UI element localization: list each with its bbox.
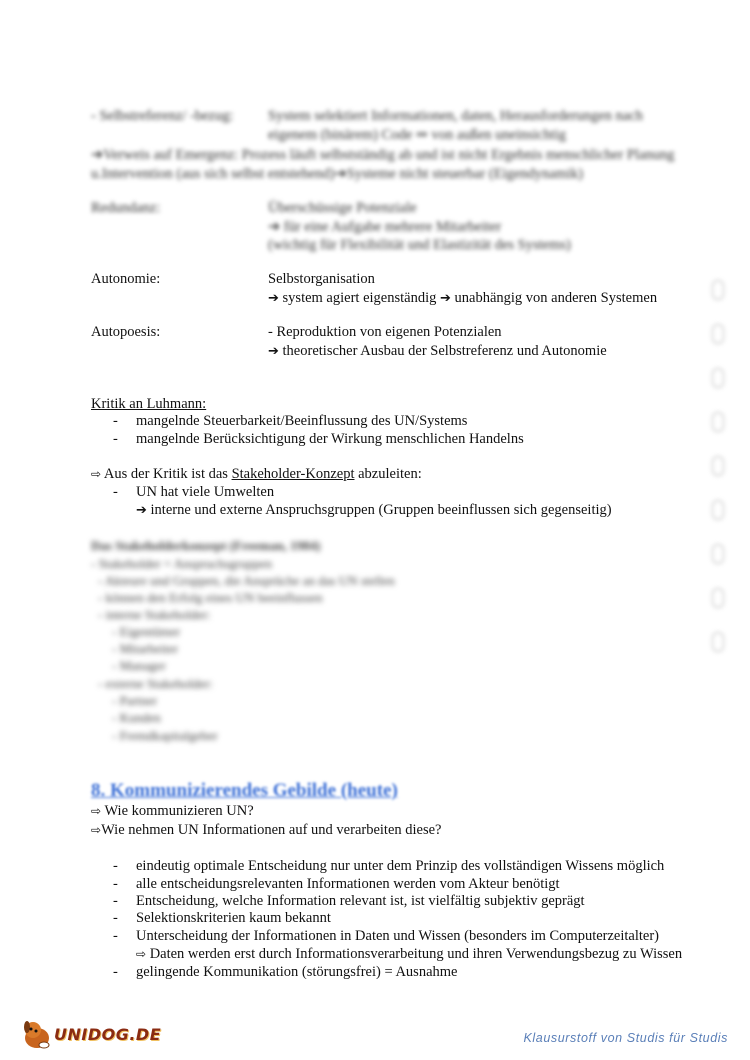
list-item: Entscheidung, welche Information relevant ist, ist vielfältig subjektiv geprägt [136,893,585,909]
autopoesis-line2: ➔ theoretischer Ausbau der Selbstreferenz und Autonomie [268,343,607,359]
blurred-text: - Manager [112,658,166,673]
blurred-text: - Fremdkapitalgeber [112,728,218,743]
list-item: alle entscheidungsrelevanten Informationen werden vom Akteur benötigt [136,876,560,892]
right-arrow-icon: ➔ [136,503,147,518]
right-arrow-icon: ➔ [268,344,279,359]
list-item: gelingende Kommunikation (störungsfrei) = Ausnahme [136,964,458,980]
margin-marks [710,280,728,730]
un-sub-line: ➔ interne und externe Anspruchsgruppen (Gruppen beeinflussen sich gegenseitig) [136,502,612,518]
question-2: ⇨Wie nehmen UN Informationen auf und verarbeiten diese? [91,822,442,838]
list-item: Unterscheidung der Informationen in Daten und Wissen (besonders im Computerzeitalter) [136,928,660,944]
list-item: mangelnde Berücksichtigung der Wirkung menschlichen Handelns [136,431,524,447]
kritik-heading: Kritik an Luhmann: [91,396,207,412]
list-item: eindeutig optimale Entscheidung nur unter dem Prinzip des vollständigen Wissens möglich [136,858,665,874]
sub-item: ⇨ Daten werden erst durch Informationsverarbeitung und ihren Verwendungsbezug zu Wissen [136,946,683,962]
list-dash: - [113,413,118,429]
brand-name: UNIDOG.DE [54,1024,162,1044]
list-dash: - [113,964,118,980]
autopoesis-line1: - Reproduktion von eigenen Potenzialen [268,324,502,340]
right-arrow-icon: ➔ [268,291,279,306]
list-dash: - [113,431,118,447]
autonomie-label: Autonomie: [91,271,161,287]
blurred-text: - Akteure und Gruppen, die Ansprüche an das UN stellen [98,573,395,588]
unidog-logo[interactable] [20,1017,161,1051]
question-1: ⇨ Wie kommunizieren UN? [91,803,254,819]
blurred-label-selbstreferenz: - Selbstreferenz/ -bezug: [91,108,234,124]
blurred-text: - externe Stakeholder: [98,676,213,691]
autonomie-line2: ➔ system agiert eigenständig ➔ unabhängig von anderen Systemen [268,290,658,306]
blurred-text: - Stakeholder = Anspruchsgruppen [91,556,272,571]
blurred-text: - interne Stakeholder: [98,607,211,622]
list-dash: - [113,893,118,909]
right-arrow-icon: ➔ [439,291,451,306]
stakeholder-konzept-link: Stakeholder-Konzept [231,466,355,482]
hollow-arrow-icon: ⇨ [91,467,102,481]
list-dash: - [113,928,118,944]
hollow-arrow-icon: ⇨ [136,947,147,961]
blurred-text: Überschüssige Potenziale [268,200,417,216]
list-dash: - [113,858,118,874]
list-item: UN hat viele Umwelten [136,484,275,500]
autonomie-line1: Selbstorganisation [268,271,375,287]
hollow-arrow-icon: ⇨ [91,804,102,818]
list-dash: - [113,910,118,926]
blurred-text: eigenem (binärem) Code ⇒ von außen uneinsichtig [268,127,567,143]
list-item: mangelnde Steuerbarkeit/Beeinflussung des UN/Systems [136,413,468,429]
list-item: Selektionskriterien kaum bekannt [136,910,331,926]
blurred-text: ➔Verweis auf Emergenz: Prozess läuft selbstständig ab und ist nicht Ergebnis menschlicher Planung [91,147,675,163]
autopoesis-label: Autopoesis: [91,324,161,340]
blurred-text: - Kunden [112,710,161,725]
blurred-text: - Partner [112,693,158,708]
list-dash: - [113,876,118,892]
hollow-arrow-icon: ⇨ [91,823,102,837]
blurred-text: (wichtig für Flexibilität und Elastizität des Systems) [268,237,571,253]
blurred-text: u.Intervention (aus sich selbst entstehend)➔Systeme nicht steuerbar (Eigendynamik) [91,166,584,182]
blurred-text: System selektiert Informationen, daten, Herausforderungen nach [268,108,643,124]
blurred-text: - Mitarbeiter [112,641,179,656]
derive-line: ⇨ Aus der Kritik ist das Stakeholder-Konzept abzuleiten: [91,466,422,482]
blurred-text: ➔ für eine Aufgabe mehrere Mitarbeiter [268,219,502,235]
blurred-stakeholder-title: Das Stakeholderkonzept (Freeman, 1984) [91,538,321,553]
footer-tagline: Klausurstoff von Studis für Studis [523,1031,728,1045]
blurred-text: - können den Erfolg eines UN beeinflussen [98,590,323,605]
section-8-heading: 8. Kommunizierendes Gebilde (heute) [91,780,398,801]
blurred-label-redundanz: Redundanz: [91,200,161,216]
blurred-text: - Eigentümer [112,624,181,639]
dog-mascot-icon [20,1018,54,1050]
list-dash: - [113,484,118,500]
